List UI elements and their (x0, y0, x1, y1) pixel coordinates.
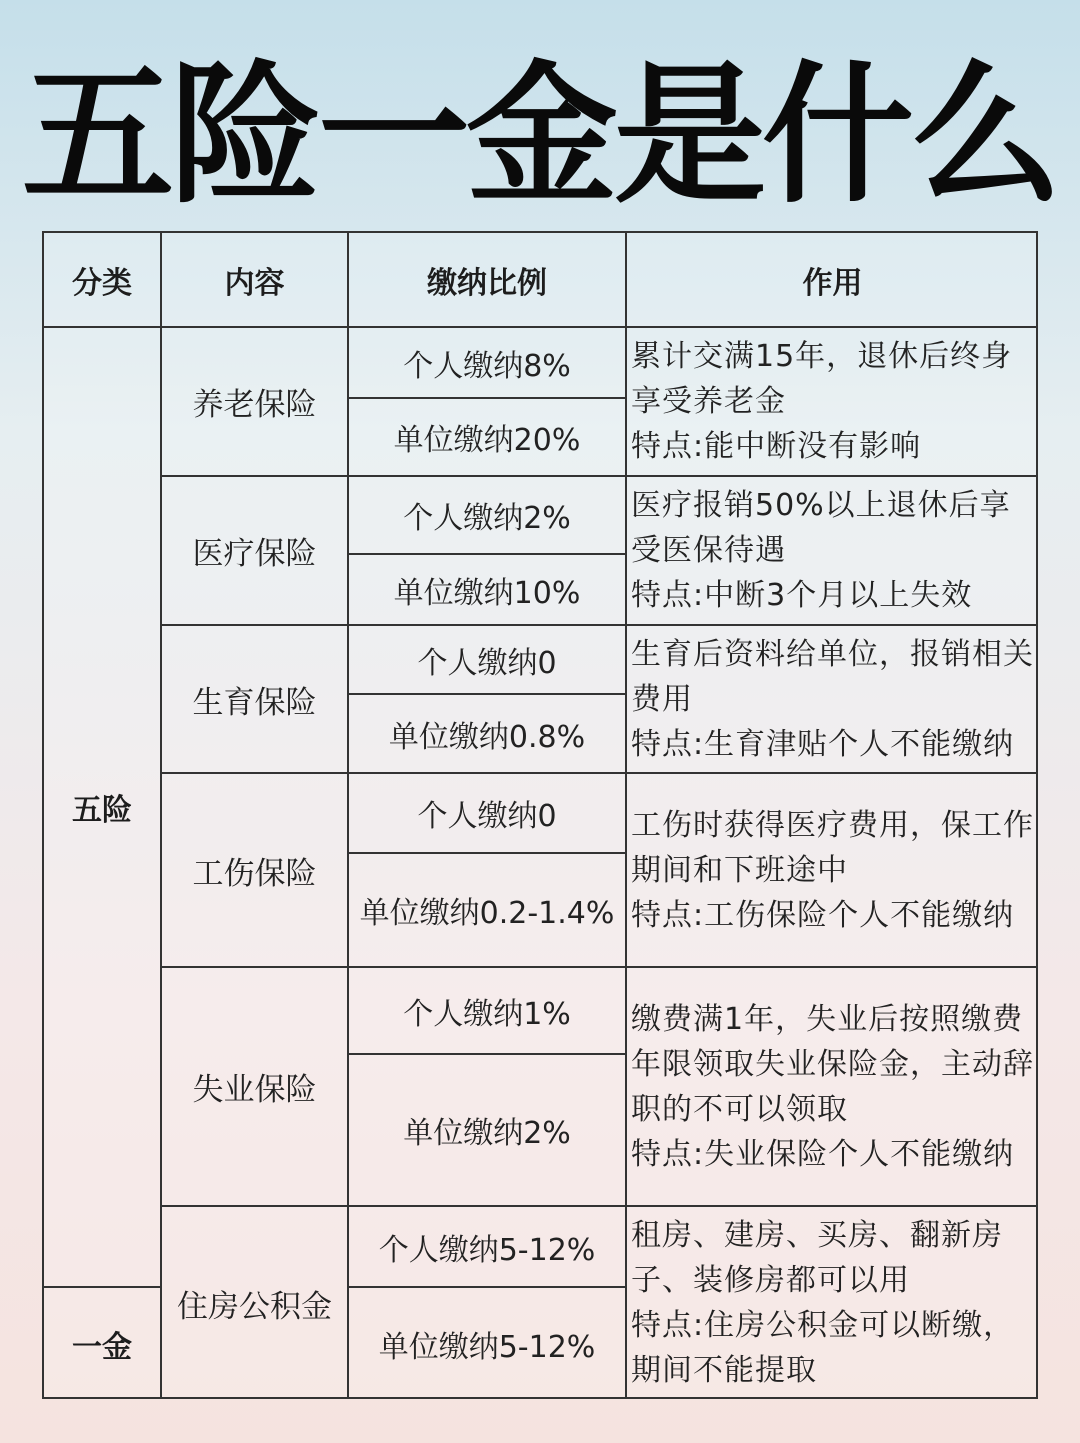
rate-company-pension: 单位缴纳20% (393, 423, 581, 458)
rate-personal-maternity: 个人缴纳0 (417, 645, 557, 681)
rate-personal-housing-fund: 个人缴纳5-12% (378, 1232, 596, 1268)
content-maternity: 生育保险 (192, 684, 317, 721)
effect-unemployment: 缴费满1年，失业后按照缴费年限领取失业保险金，主动辞职的不可以领取 特点:失业保险个人不能缴纳 (631, 1001, 1034, 1172)
header-category: 分类 (72, 265, 132, 301)
rate-personal-injury: 个人缴纳0 (417, 799, 557, 834)
header-effect: 作用 (802, 265, 863, 301)
rate-company-maternity: 单位缴纳0.8% (388, 719, 586, 755)
rate-company-medical: 单位缴纳10% (393, 575, 581, 611)
effect-maternity: 生育后资料给单位，报销相关费用 特点:生育津贴个人不能缴纳 (631, 636, 1034, 762)
effect-medical: 医疗报销50%以上退休后享受医保待遇 特点:中断3个月以上失效 (631, 488, 1011, 613)
effect-injury: 工伤时获得医疗费用，保工作期间和下班途中 特点:工伤保险个人不能缴纳 (631, 807, 1034, 933)
insurance-table (42, 231, 1038, 1399)
category-one-fund: 一金 (72, 1329, 132, 1365)
rate-personal-unemployment: 个人缴纳1% (403, 996, 571, 1032)
header-content: 内容 (224, 265, 285, 301)
header-rate: 缴纳比例 (427, 265, 547, 301)
effect-housing-fund: 租房、建房、买房、翻新房子、装修房都可以用 特点:住房公积金可以断缴，期间不能提取 (631, 1218, 1015, 1388)
rate-company-housing-fund: 单位缴纳5-12% (378, 1329, 596, 1365)
category-five-insurances: 五险 (72, 793, 132, 828)
content-medical: 医疗保险 (192, 536, 317, 572)
content-unemployment: 失业保险 (192, 1072, 317, 1108)
rate-personal-medical: 个人缴纳2% (403, 501, 571, 536)
content-injury: 工伤保险 (192, 855, 317, 892)
effect-pension: 累计交满15年，退休后终身享受养老金 特点:能中断没有影响 (631, 339, 1013, 464)
content-housing-fund: 住房公积金 (177, 1288, 332, 1325)
rate-personal-pension: 个人缴纳8% (403, 348, 571, 384)
page-title: 五险一金是什么 (22, 47, 1058, 224)
rate-company-unemployment: 单位缴纳2% (403, 1116, 571, 1151)
rate-company-injury: 单位缴纳0.2-1.4% (359, 896, 615, 931)
content-pension: 养老保险 (192, 387, 317, 423)
